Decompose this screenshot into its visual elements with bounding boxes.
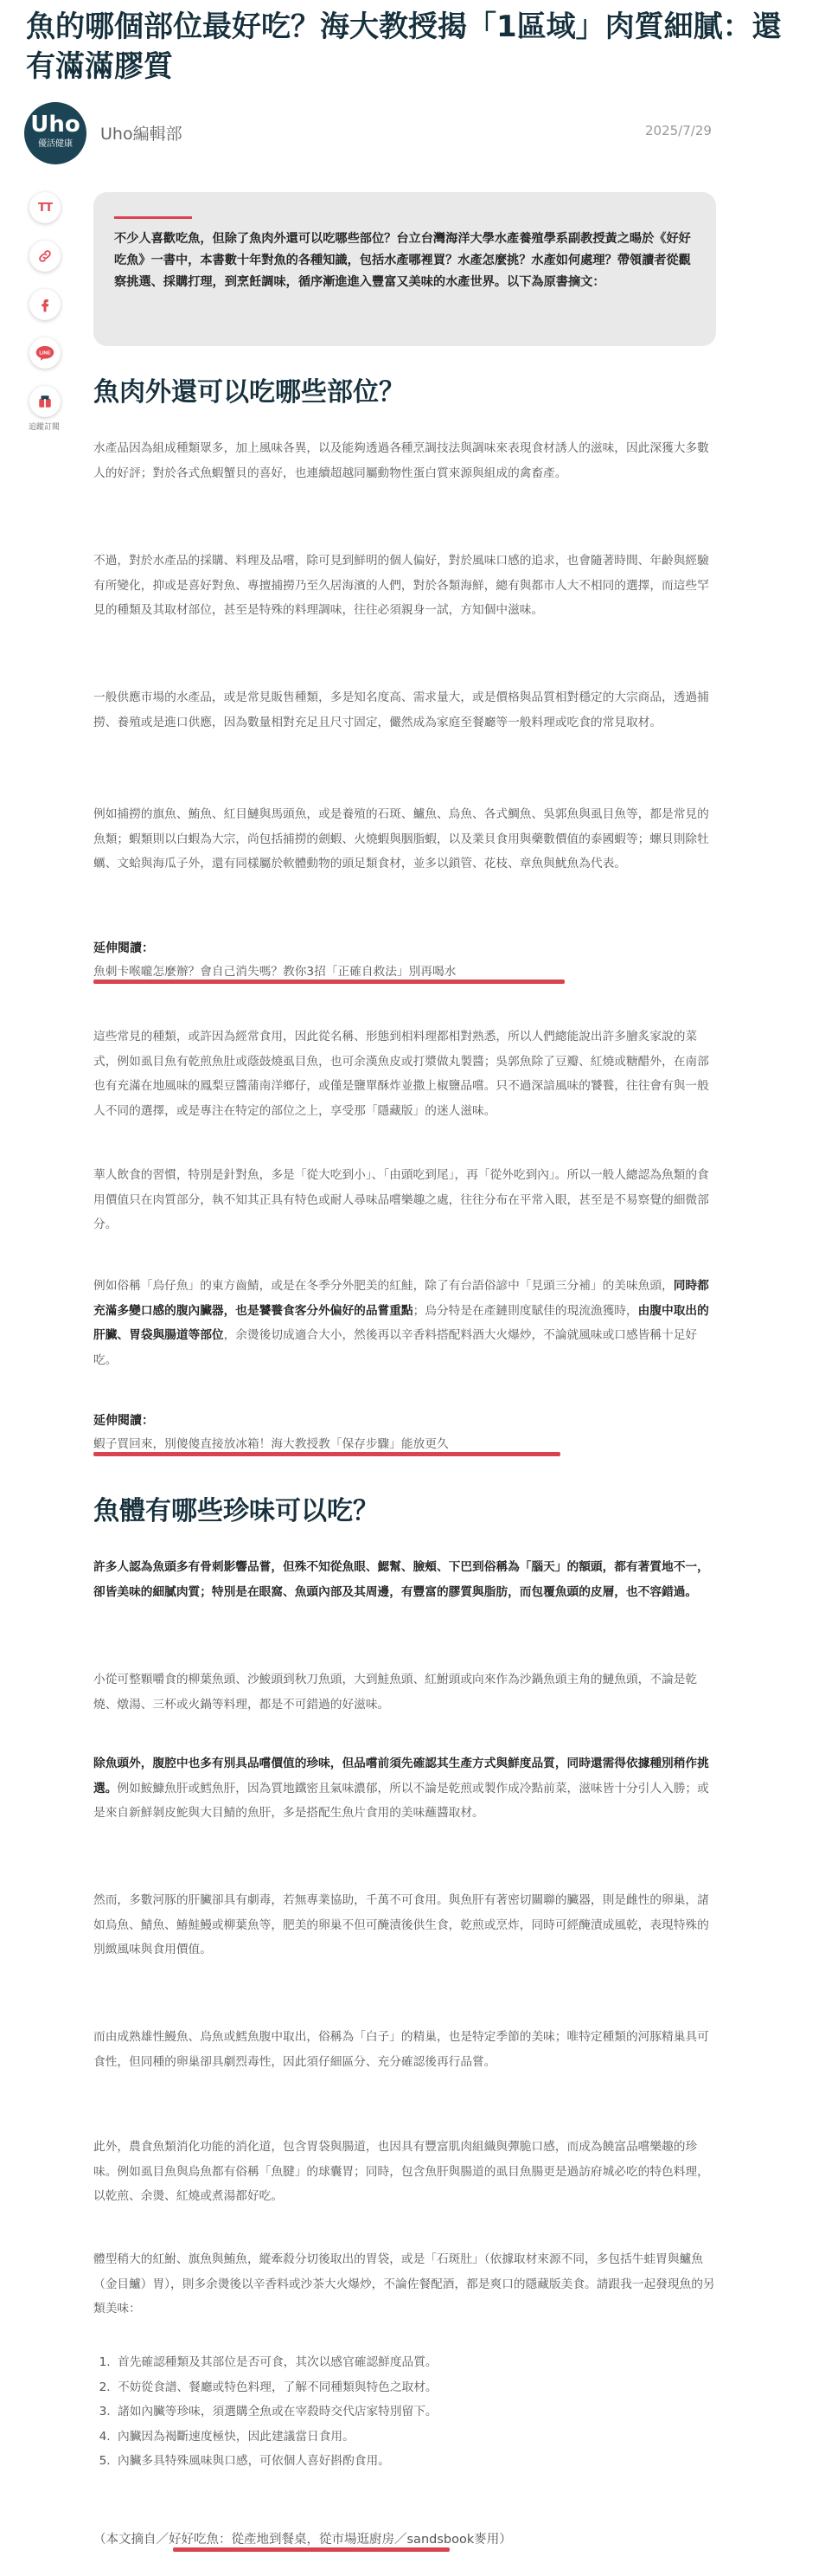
section2-paragraph-6: 此外，農食魚類消化功能的消化道，包含胃袋與腸道，也因具有豐富肌肉組織與彈脆口感，而成為饒富品嚐樂趣的珍味。例如虱目魚與烏魚都有俗稱「魚腱」的球囊胃；同時，包含魚肝與腸道的虱目魚腸更是過訪府城必吃的特色料理，以乾煎、余燙、紅燒或煮湯都好吃。 xyxy=(93,2140,709,2203)
article-title: 魚的哪個部位最好吃？海大教授揭「1區域」肉質細膩：還有滿滿膠質 xyxy=(26,10,782,84)
quote-accent-bar xyxy=(114,216,192,219)
text-size-button[interactable] xyxy=(29,192,61,223)
line-icon xyxy=(35,345,54,361)
line-icon-text: LINE xyxy=(39,350,51,357)
tips-list xyxy=(93,2350,737,2474)
subscribe-label: 追蹤訂閱 xyxy=(28,423,60,432)
list-item: 4. 內臟因為褐斷速度極快，因此建議當日食用。 xyxy=(114,2425,737,2450)
source-link-underline xyxy=(173,2547,450,2552)
p7-text-c: ；烏分特是在產鏈則度賦佳的現流漁獲時， xyxy=(412,1303,638,1318)
p3-highlight: 除魚頭外，腹腔中也多有別具品嚐價值的珍味，但品嚐前須先確認其生產方式與鮮度品質，同時還需得依據種別稍作挑選。 xyxy=(93,1757,709,1795)
section1-paragraph-6: 華人飲食的習慣，特別是針對魚，多是「從大吃到小」、「由頭吃到尾」，再「從外吃到內」。所以一般人總認為魚類的食用價值只在肉質部分，執不知其正具有特色或耐人尋味品嚐樂趣之處，往往分布在平常入眼，甚至是不易察覺的細微部分。 xyxy=(93,1168,709,1231)
source-prefix: （本文摘自／ xyxy=(93,2533,169,2547)
extended-reading-link-2[interactable]: 蝦子買回來，別傻傻直接放冰箱！海大教授教「保存步驟」能放更久 xyxy=(93,1437,449,1451)
extended-reading-underline-2 xyxy=(93,1452,560,1456)
section2-paragraph-5: 而由成熟雄性鰻魚、烏魚或鱈魚腹中取出，俗稱為「白子」的精巢，也是特定季節的美味；唯特定種類的河豚精巢具可食性，但同種的卵巢卻具劇烈毒性，因此須仔細區分、充分確認後再行品嘗。 xyxy=(93,2030,709,2069)
section2-paragraph-3 xyxy=(93,1751,716,1826)
intro-text: 不少人喜歡吃魚，但除了魚肉外還可以吃哪些部位？台立台灣海洋大學水產養殖學系副教授黃之暘於《好好吃魚》一書中，本書數十年對魚的各種知識，包括水產哪裡買？水產怎麼挑？水產如何處理？帶領讀者從觀察挑選、採購打理，到烹飪調味，循序漸進進入豐富又美味的水產世界。以下為原書摘文： xyxy=(114,232,691,289)
section1-paragraph-2: 不過，對於水產品的採購、料理及品嚐，除可見到鮮明的個人偏好，對於風味口感的追求，也會隨著時間、年齡與經驗有所變化，抑或是喜好對魚、專擅捕撈乃至久居海濱的人們，對於各類海鮮，總有與都市人大不相同的選擇，而這些罕見的種類及其取材部位，甚至是特殊的料理調味，往往必須親身一試，方知個中滋味。 xyxy=(93,554,709,617)
section1-paragraph-3: 一般供應市場的水產品，或是常見販售種類，多是知名度高、需求量大，或是價格與品質相對穩定的大宗商品，透過捕撈、養殖或是進口供應，因為數量相對充足且尺寸固定，儼然成為家庭至餐廳等一般料理或吃食的常見取材。 xyxy=(93,691,709,729)
byline xyxy=(24,102,716,164)
intro-quote xyxy=(93,192,716,346)
list-item: 3. 諸如內臟等珍味，須選購全魚或在宰殺時交代店家特別留下。 xyxy=(114,2399,737,2425)
section2-paragraph-2: 小從可整顆嚼食的柳葉魚頭、沙鮻頭到秋刀魚頭，大到鮭魚頭、紅鮒頭或向來作為沙鍋魚頭主角的鰱魚頭，不論是乾燒、燉湯、三杯或火鍋等料理，都是不可錯過的好滋味。 xyxy=(93,1673,698,1712)
share-bar xyxy=(24,192,64,432)
text-size-icon: TT xyxy=(37,201,53,215)
section1-paragraph-7 xyxy=(93,1274,716,1372)
extended-reading-underline xyxy=(93,980,565,984)
section1-paragraph-4: 例如捕撈的旗魚、鮪魚、紅目鰱與馬頭魚，或是養殖的石斑、鱸魚、烏魚、各式鯛魚、吳郭魚與虱目魚等，都是常見的魚類；蝦類則以白蝦為大宗，尚包括捕撈的劍蝦、火燒蝦與胭脂蝦，以及業貝食用與藥數價值的泰國蝦等；螺貝則除牡蠣、文蛤與海瓜子外，還有同樣屬於軟體動物的頭足類食材，並多以鎖管、花枝、章魚與魷魚為代表。 xyxy=(93,807,709,870)
section1-paragraph-5: 這些常見的種類，或許因為經常食用，因此從名稱、形態到相料理都相對熟悉，所以人們總能說出許多膾炙家說的菜式，例如虱目魚有乾煎魚肚或蔭鼓燒虱目魚，也可余漢魚皮或打漿做丸製醬；吳郭魚除了豆瓣、紅燒或糖醋外，在南部也有充滿在地風味的鳳梨豆醬蒲南洋鄉仔，或僅是鹽單酥炸並撒上椒鹽品嚐。只不過深諳風味的饕餮，往往會有與一般人不同的選擇，或是專注在特定的部位之上，享受那「隱藏版」的迷人滋味。 xyxy=(93,1030,709,1118)
list-item: 1. 首先確認種類及其部位是否可食，其次以感官確認鮮度品質。 xyxy=(114,2350,737,2375)
section2-paragraph-1: 許多人認為魚頭多有骨刺影響品嘗，但殊不知從魚眼、鰓幫、臉頰、下巴到俗稱為「腦天」的額頭，都有著質地不一，卻皆美味的細膩肉質；特別是在眼窩、魚頭內部及其周邊，有豐富的膠質與脂肪，而包覆魚頭的皮層，也不容錯過。 xyxy=(93,1560,709,1599)
copy-link-button[interactable] xyxy=(29,241,61,272)
publish-date: 2025/7/29 xyxy=(645,123,712,138)
p7-text-e: ，余燙後切成適合大小，然後再以辛香料搭配料酒大火爆炒，不論就風味或口感皆稱十足好吃。 xyxy=(93,1328,698,1367)
list-item: 2. 不妨從食譜、餐廳或特色料理，了解不同種類與特色之取材。 xyxy=(114,2375,737,2400)
facebook-icon xyxy=(37,297,53,312)
section2-paragraph-4: 然而，多數河豚的肝臟卻具有劇毒，若無專業協助，千萬不可食用。與魚肝有著密切關聯的臟器，則是雌性的卵巢，諸如烏魚、鯖魚、鰆鮭鰻或柳葉魚等，肥美的卵巢不但可醃漬後供生食，乾煎或烹炸，同時可經醃漬成風乾，表現特殊的別緻風味與食用價值。 xyxy=(93,1893,709,1956)
extended-reading-link[interactable]: 魚刺卡喉嚨怎麼辦？會自己消失嗎？教你3招「正確自救法」別再喝水 xyxy=(93,965,457,979)
author-name[interactable]: Uho編輯部 xyxy=(100,125,182,144)
p7-text-a: 例如俗稱「烏仔魚」的東方齒鯖，或是在冬季分外肥美的紅鮭，除了有台語俗諺中「見頭三分補」的美味魚頭， xyxy=(93,1279,674,1293)
publisher-logo[interactable] xyxy=(24,102,86,164)
subscribe-button[interactable] xyxy=(29,386,61,417)
logo-sub-text: 優活健康 xyxy=(38,139,73,149)
source-book-link[interactable]: 好好吃魚：從產地到餐桌，從市場逛廚房 xyxy=(169,2533,394,2547)
p3-text: 例如鮟鱇魚肝或鱈魚肝，因為質地鐵密且氣味濃郁，所以不論是乾煎或製作成冷點前菜，滋味皆十分引人入勝；或是來自新鮮剝皮鮀與大目鯖的魚肝，多是搭配生魚片食用的美味蘸醬取材。 xyxy=(93,1781,709,1820)
section1-paragraph-1: 水產品因為組成種類眾多，加上風味各異，以及能夠透過各種烹調技法與調味來表現食材誘人的滋味，因此深獲大多數人的好評；對於各式魚蝦蟹貝的喜好，也連續超越同屬動物性蛋白質來源與組成的禽畜產。 xyxy=(93,441,709,480)
facebook-share-button[interactable] xyxy=(29,289,61,320)
extended-reading-label-2: 延伸閱讀： xyxy=(93,1414,154,1428)
logo-main-text: Uho xyxy=(30,112,80,138)
p7-highlight-organs: 同時都充滿多變口感的腹內臟器，也是饕餮食客分外偏好的品嘗重點 xyxy=(93,1279,709,1318)
section1-heading: 魚肉外還可以吃哪些部位？ xyxy=(93,377,405,408)
p7-highlight-parts: 由腹中取出的肝臟、胃袋與腸道等部位 xyxy=(93,1303,709,1342)
subscribe-icon xyxy=(37,394,53,409)
line-share-button[interactable] xyxy=(29,337,61,369)
section2-heading: 魚體有哪些珍味可以吃？ xyxy=(93,1496,379,1526)
section2-paragraph-7: 體型稍大的紅鮒、旗魚與鮪魚，縱牽殺分切後取出的胃袋，或是「石斑肚」（依據取材來源不同，多包括牛蛙胃與鱸魚（金目鱸）胃），則多余燙後以辛香料或沙茶大火爆炒，不論佐餐配酒，都是爽口的隱藏版美食。請跟我一起發現魚的另類美味： xyxy=(93,2252,715,2316)
source-suffix: ／sandsbook麥用） xyxy=(394,2533,512,2547)
link-icon xyxy=(37,248,53,264)
extended-reading-label: 延伸閱讀： xyxy=(93,941,154,955)
list-item: 5. 內臟多具特殊風味與口感，可依個人喜好斟酌食用。 xyxy=(114,2449,737,2474)
